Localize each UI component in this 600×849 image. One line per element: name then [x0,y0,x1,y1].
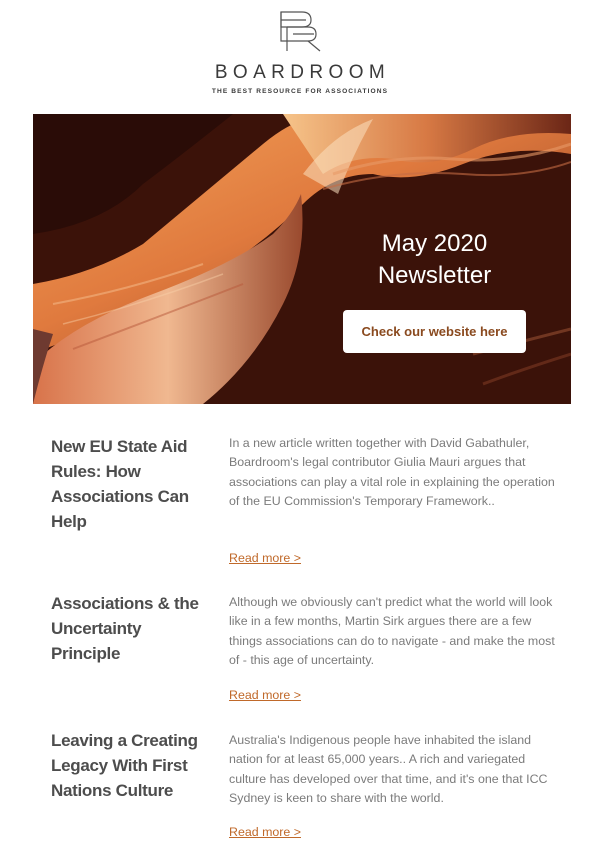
article-title[interactable]: Leaving a Creating Legacy With First Nations Culture [51,731,198,800]
read-more-link[interactable]: Read more > [229,825,301,839]
newsletter-header [0,0,600,110]
article-item [51,591,561,711]
article-summary: Although we obviously can't predict what the world will look like in a few months, Martin Sirk argues there are a few things associations can do to navigate - and make the most of - this age of uncertainty. [229,595,555,668]
article-title[interactable]: Associations & the Uncertainty Principle [51,594,199,663]
boardroom-logo-icon [278,10,324,52]
article-item [51,434,561,574]
article-summary: In a new article written together with David Gabathuler, Boardroom's legal contributor Giulia Mauri argues that associations can play a vital role in explaining the operation of the EU Commission's Temporary Framework.. [229,436,555,509]
hero-banner [33,114,571,404]
brand-tagline: THE BEST RESOURCE FOR ASSOCIATIONS [211,88,389,95]
check-website-button[interactable]: Check our website here [343,310,526,353]
newsletter-title [343,228,526,292]
article-item [51,728,561,848]
brand-name: BOARDROOM [214,62,391,83]
newsletter-title-line2: Newsletter [377,262,492,289]
article-summary: Australia's Indigenous people have inhabited the island nation for at least 65,000 years.. A rich and variegated culture has developed over that time, and it's one that ICC Sydney is keen to share with the world. [229,733,548,806]
newsletter-title-line1: May 2020 [381,230,488,257]
read-more-link[interactable]: Read more > [229,688,301,702]
article-title[interactable]: New EU State Aid Rules: How Associations Can Help [51,437,189,531]
read-more-link[interactable]: Read more > [229,551,301,565]
